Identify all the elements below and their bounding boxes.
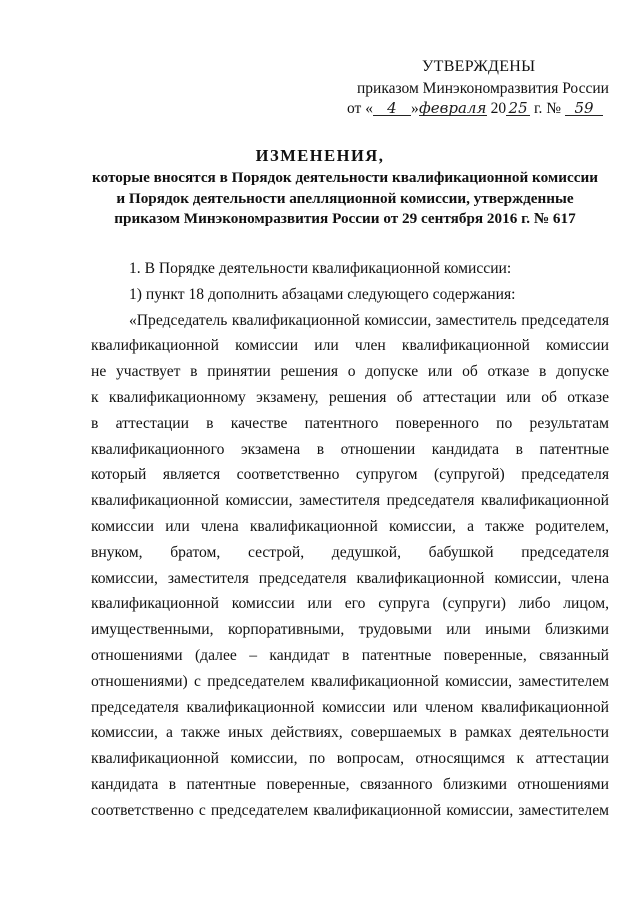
quote-line: отношениями (далее – кандидат в патентные поверенные, связанный	[91, 646, 609, 664]
subtitle-line: приказом Минэкономразвития России от 29 сентября 2016 г. № 617	[114, 210, 576, 227]
date-quote-close: »	[410, 100, 419, 117]
quote-line: квалификационной комиссии или его супруга (супруги) либо лицом,	[91, 595, 609, 613]
quote-line: квалификационной комиссии, по вопросам, относящимся к аттестации	[91, 750, 609, 768]
handwritten-day: 4	[373, 101, 411, 116]
quote-line: «Председатель квалификационной комиссии, заместитель председателя	[129, 311, 609, 329]
quote-line: в аттестации в качестве патентного поверенного по результатам	[91, 414, 609, 432]
paragraph-1: 1. В Порядке деятельности квалификационной комиссии:	[129, 260, 512, 277]
approval-date-line	[347, 100, 603, 118]
handwritten-order-number: 59	[565, 101, 603, 116]
handwritten-year: 25	[506, 101, 530, 116]
quote-line: квалификационной комиссии или член квалификационной комиссии	[91, 337, 609, 355]
approval-order-line: приказом Минэкономразвития России	[357, 80, 609, 97]
subtitle-line: и Порядок деятельности апелляционной комиссии, утвержденные	[116, 189, 574, 207]
document-title: ИЗМЕНЕНИЯ,	[255, 146, 385, 165]
quote-line: который является соответственно супругом (супругой) председателя	[91, 466, 609, 484]
quoted-text-block	[91, 308, 609, 824]
quote-line: квалификационного экзамена в отношении кандидата в патентные	[91, 440, 609, 458]
handwritten-month: февраля	[419, 99, 487, 117]
date-from-prefix: от «	[347, 100, 373, 117]
quote-line: имущественными, корпоративными, трудовыми или иными близкими	[91, 621, 609, 639]
quote-line: кандидата в патентные поверенные, связанного близкими отношениями	[91, 775, 609, 793]
quote-line: комиссии, заместителя председателя квалификационной комиссии, члена	[91, 569, 609, 587]
quote-line: квалификационной комиссии, заместителя председателя квалификационной	[91, 492, 609, 510]
document-body	[91, 256, 609, 824]
quote-line: внуком, братом, сестрой, дедушкой, бабушкой председателя	[91, 543, 609, 561]
subtitle-line: которые вносятся в Порядок деятельности квалификационной комиссии	[92, 169, 598, 186]
quote-line: к квалификационному экзамену, решения об аттестации или об отказе	[91, 388, 609, 406]
quote-line: соответственно с председателем квалификационной комиссии, заместителем	[91, 801, 609, 819]
quote-line: не участвует в принятии решения о допуске или об отказе в допуске	[91, 363, 609, 381]
number-prefix: г. №	[533, 100, 562, 117]
quote-line: отношениями) с председателем квалификационной комиссии, заместителем	[91, 672, 609, 690]
year-prefix: 20	[490, 100, 507, 117]
paragraph-2: 1) пункт 18 дополнить абзацами следующего содержания:	[129, 285, 516, 303]
quote-line: комиссии, а также иных действиях, совершаемых в рамках деятельности	[91, 724, 609, 742]
quote-line: председателя квалификационной комиссии или членом квалификационной	[91, 698, 609, 716]
document-subtitle	[92, 168, 598, 230]
approval-stamp-heading: УТВЕРЖДЕНЫ	[422, 58, 536, 75]
quote-line: комиссии или члена квалификационной комиссии, а также родителем,	[91, 517, 609, 535]
